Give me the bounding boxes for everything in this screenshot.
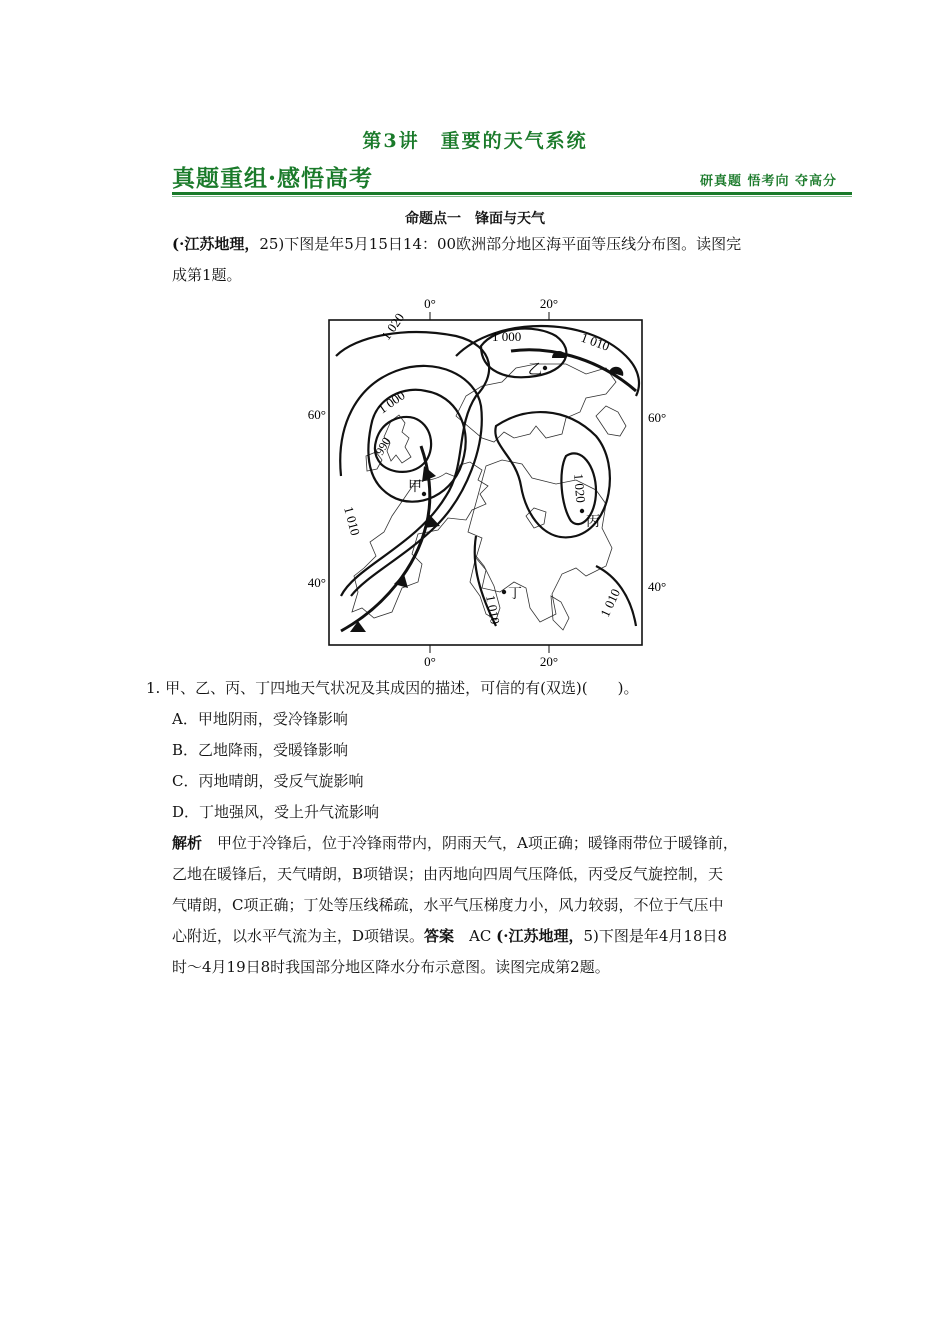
next-text-2: 时～4月19日8时我国部分地区降水分布示意图。读图完成第2题。 <box>172 958 610 976</box>
banner-rule <box>172 192 852 195</box>
lat-label-60-left: 60° <box>307 407 326 422</box>
point-jia <box>422 492 426 496</box>
place-label-bing: 丙 <box>586 515 600 530</box>
analysis-line-1 <box>172 828 738 859</box>
intro-text-1: 25)下图是年5月15日14：00欧洲部分地区海平面等压线分布图。读图完 <box>259 235 742 253</box>
point-bing <box>580 509 584 513</box>
isobar-label-1020-nw: 1 020 <box>378 310 408 343</box>
lon-label-0-top: 0° <box>424 296 436 311</box>
analysis-text-1: 甲位于冷锋后，位于冷锋雨带内，阴雨天气，A项正确；暖锋雨带位于暖锋前， <box>217 834 738 852</box>
section-banner: 真题重组·感悟高考 <box>172 165 374 192</box>
isobar-label-1010-s: 1 010 <box>483 593 503 626</box>
next-text-1: 5)下图是年4月18日8 <box>583 927 728 945</box>
isobar-label-1000-w: 1 000 <box>375 387 408 417</box>
option-b: B．乙地降雨，受暖锋影响 <box>172 741 349 759</box>
intro-text-2: 成第1题。 <box>172 266 242 284</box>
analysis-line-4 <box>172 921 727 952</box>
intro-source: (·江苏地理， <box>172 235 260 253</box>
lat-label-40-left: 40° <box>307 575 326 590</box>
analysis-line-2: 乙地在暖锋后，天气晴朗，B项错误；由丙地向四周气压降低，丙受反气旋控制，天 <box>172 865 724 883</box>
place-label-yi: 乙 <box>528 363 542 378</box>
question-stem: 1. 甲、乙、丙、丁四地天气状况及其成因的描述，可信的有(双选)( )。 <box>146 679 639 697</box>
lat-label-60-right: 60° <box>648 410 667 425</box>
isobar-label-990: 990 <box>372 434 394 458</box>
point-yi <box>543 366 547 370</box>
isobar-label-1000-n: 1 000 <box>492 329 522 344</box>
intro-line-1 <box>172 229 741 260</box>
isobar-label-1020-e: 1 020 <box>571 472 589 504</box>
isobar-label-1010-w: 1 010 <box>341 504 364 538</box>
place-label-ding: 丁 <box>508 587 522 602</box>
isobar-map <box>296 296 676 668</box>
answer-value: AC <box>469 927 492 945</box>
isobar-label-1010-ne: 1 010 <box>578 329 612 354</box>
analysis-label: 解析 <box>172 834 203 852</box>
analysis-text-4: 心附近，以水平气流为主，D项错误。 <box>172 927 425 945</box>
place-label-jia: 甲 <box>408 480 422 495</box>
option-a: A．甲地阴雨，受冷锋影响 <box>172 710 348 728</box>
banner-slogan: 研真题 悟考向 夺高分 <box>700 174 838 189</box>
answer-label: 答案 <box>424 927 455 945</box>
point-ding <box>502 590 506 594</box>
lon-label-0-bottom: 0° <box>424 654 436 668</box>
lat-label-40-right: 40° <box>648 579 667 594</box>
lon-label-20-top: 20° <box>539 296 559 311</box>
option-d: D．丁地强风，受上升气流影响 <box>172 803 380 821</box>
lon-label-20-bottom: 20° <box>539 654 559 668</box>
section-title: 命题点一 锋面与天气 <box>405 211 545 227</box>
page-title: 第3讲 重要的天气系统 <box>362 130 588 152</box>
analysis-line-3: 气晴朗，C项正确；丁处等压线稀疏，水平气压梯度力小，风力较弱，不位于气压中 <box>172 896 724 914</box>
isobar-label-1010-se: 1 010 <box>597 586 624 620</box>
banner-rule-thin <box>172 196 852 197</box>
option-c: C．丙地晴朗，受反气旋影响 <box>172 772 364 790</box>
next-source: (·江苏地理， <box>496 927 584 945</box>
